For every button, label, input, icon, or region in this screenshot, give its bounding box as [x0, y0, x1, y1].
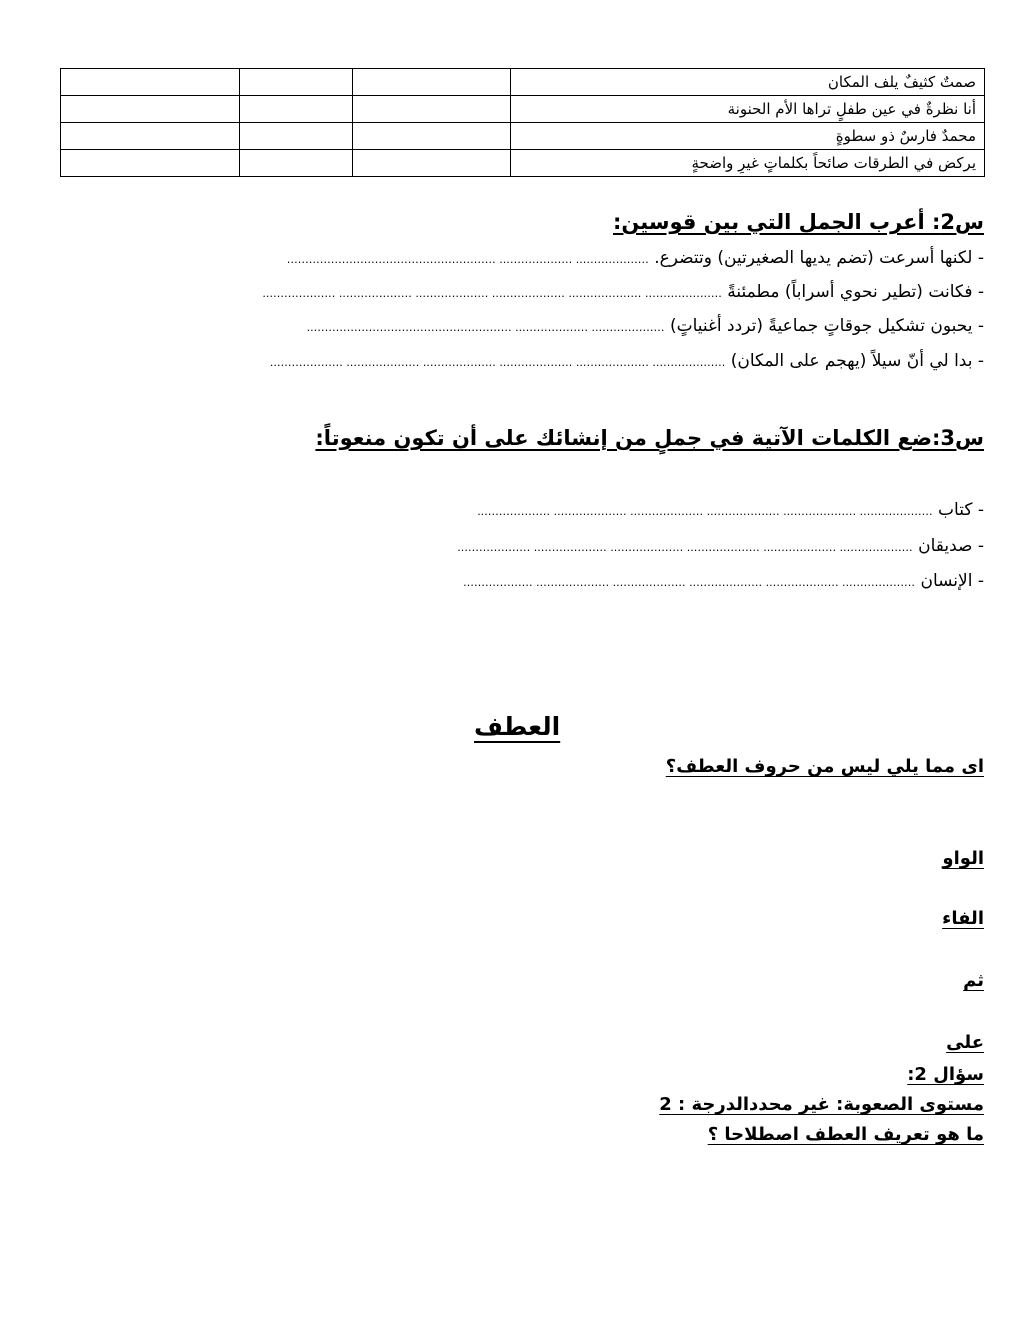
question-3-title: س3:ضع الكلمات الآتية في جملٍ من إنشائك على أن تكون منعوتاً:: [315, 426, 984, 450]
table-cell-empty: [240, 150, 353, 177]
option-ala[interactable]: على: [946, 1032, 984, 1053]
mcq-question: اى مما يلي ليس من حروف العطف؟: [665, 756, 984, 777]
table-row: [61, 69, 985, 96]
q2-item: [84, 282, 984, 302]
q3-item-text: - الإنسان: [920, 571, 984, 591]
table-cell-empty: [240, 96, 353, 123]
table-cell-empty: [61, 96, 240, 123]
answer-dots[interactable]: ………………… ……………….. ……………….. ……………….. ……………….. ………………..: [262, 287, 722, 300]
option-waw[interactable]: الواو: [942, 848, 984, 869]
q2-item: [84, 248, 984, 268]
table-cell-empty: [353, 69, 511, 96]
q3-item: [284, 500, 984, 520]
table-cell-sentence: صمتٌ كثيفٌ يلف المكان: [511, 69, 985, 96]
table-cell-sentence: أنا نظرةٌ في عين طفلٍ تراها الأم الحنونة: [511, 96, 985, 123]
answer-dots[interactable]: ……………….. ……………….. …………………………………………………: [286, 253, 649, 266]
analysis-table: [60, 68, 985, 177]
answer-dots[interactable]: ……………….. ……………….. ……………….. ……………….. ……………….. ………………..: [477, 505, 933, 518]
table-cell-empty: [353, 123, 511, 150]
option-thumma[interactable]: ثم: [963, 970, 984, 991]
table-row: [61, 123, 985, 150]
table-row: [61, 96, 985, 123]
table-cell-empty: [61, 69, 240, 96]
table-cell-sentence: يركض في الطرقات صائحاً بكلماتٍ غيرِ واضحةٍ: [511, 150, 985, 177]
q3-item-text: - كتاب: [938, 500, 984, 520]
section-title: العطف: [474, 712, 561, 741]
q2-item: [84, 316, 984, 336]
table-cell-empty: [353, 150, 511, 177]
q2-item-text: - يحبون تشكيل جوقاتٍ جماعيةً (تردد أغنياتٍ): [669, 316, 984, 336]
table-row: [61, 150, 985, 177]
table-cell-empty: [353, 96, 511, 123]
answer-dots[interactable]: ……………….. ……………….. ……………….. ……………….. ……………….. ……………….: [463, 576, 916, 589]
table-cell-empty: [61, 150, 240, 177]
difficulty-line: مستوى الصعوبة: غير محددالدرجة : 2: [659, 1094, 984, 1115]
answer-dots[interactable]: ……………….. ……………….. ………………………………………………..: [306, 321, 665, 334]
question-2-title: س2: أعرب الجمل التي بين قوسين:: [612, 210, 984, 234]
option-faa[interactable]: الفاء: [942, 908, 984, 929]
q2-item-text: - بدا لي أنّ سيلاً (يهجم على المكان): [730, 351, 984, 371]
table-cell-sentence: محمدٌ فارسٌ ذو سطوةٍ: [511, 123, 985, 150]
q2-item: [84, 351, 984, 371]
table-cell-empty: [61, 123, 240, 150]
answer-dots[interactable]: ……………….. ……………….. ……………….. ……………….. ……………….. ………………..: [269, 356, 726, 369]
table-cell-empty: [240, 69, 353, 96]
q3-item: [284, 536, 984, 556]
question-2-label: سؤال 2:: [907, 1064, 984, 1085]
q3-item: [284, 571, 984, 591]
q2-item-text: - فكانت (تطير نحوي أسراباً) مطمئنةً: [727, 282, 984, 302]
answer-dots[interactable]: ……………….. ……………….. ……………….. ……………….. ……………….. ………………..: [457, 541, 913, 554]
q2-item-text: - لكنها أسرعت (تضم يديها الصغيرتين) وتتضرع.: [654, 248, 984, 268]
table-cell-empty: [240, 123, 353, 150]
definition-question: ما هو تعريف العطف اصطلاحا ؟: [707, 1124, 984, 1145]
q3-item-text: - صديقان: [918, 536, 984, 556]
